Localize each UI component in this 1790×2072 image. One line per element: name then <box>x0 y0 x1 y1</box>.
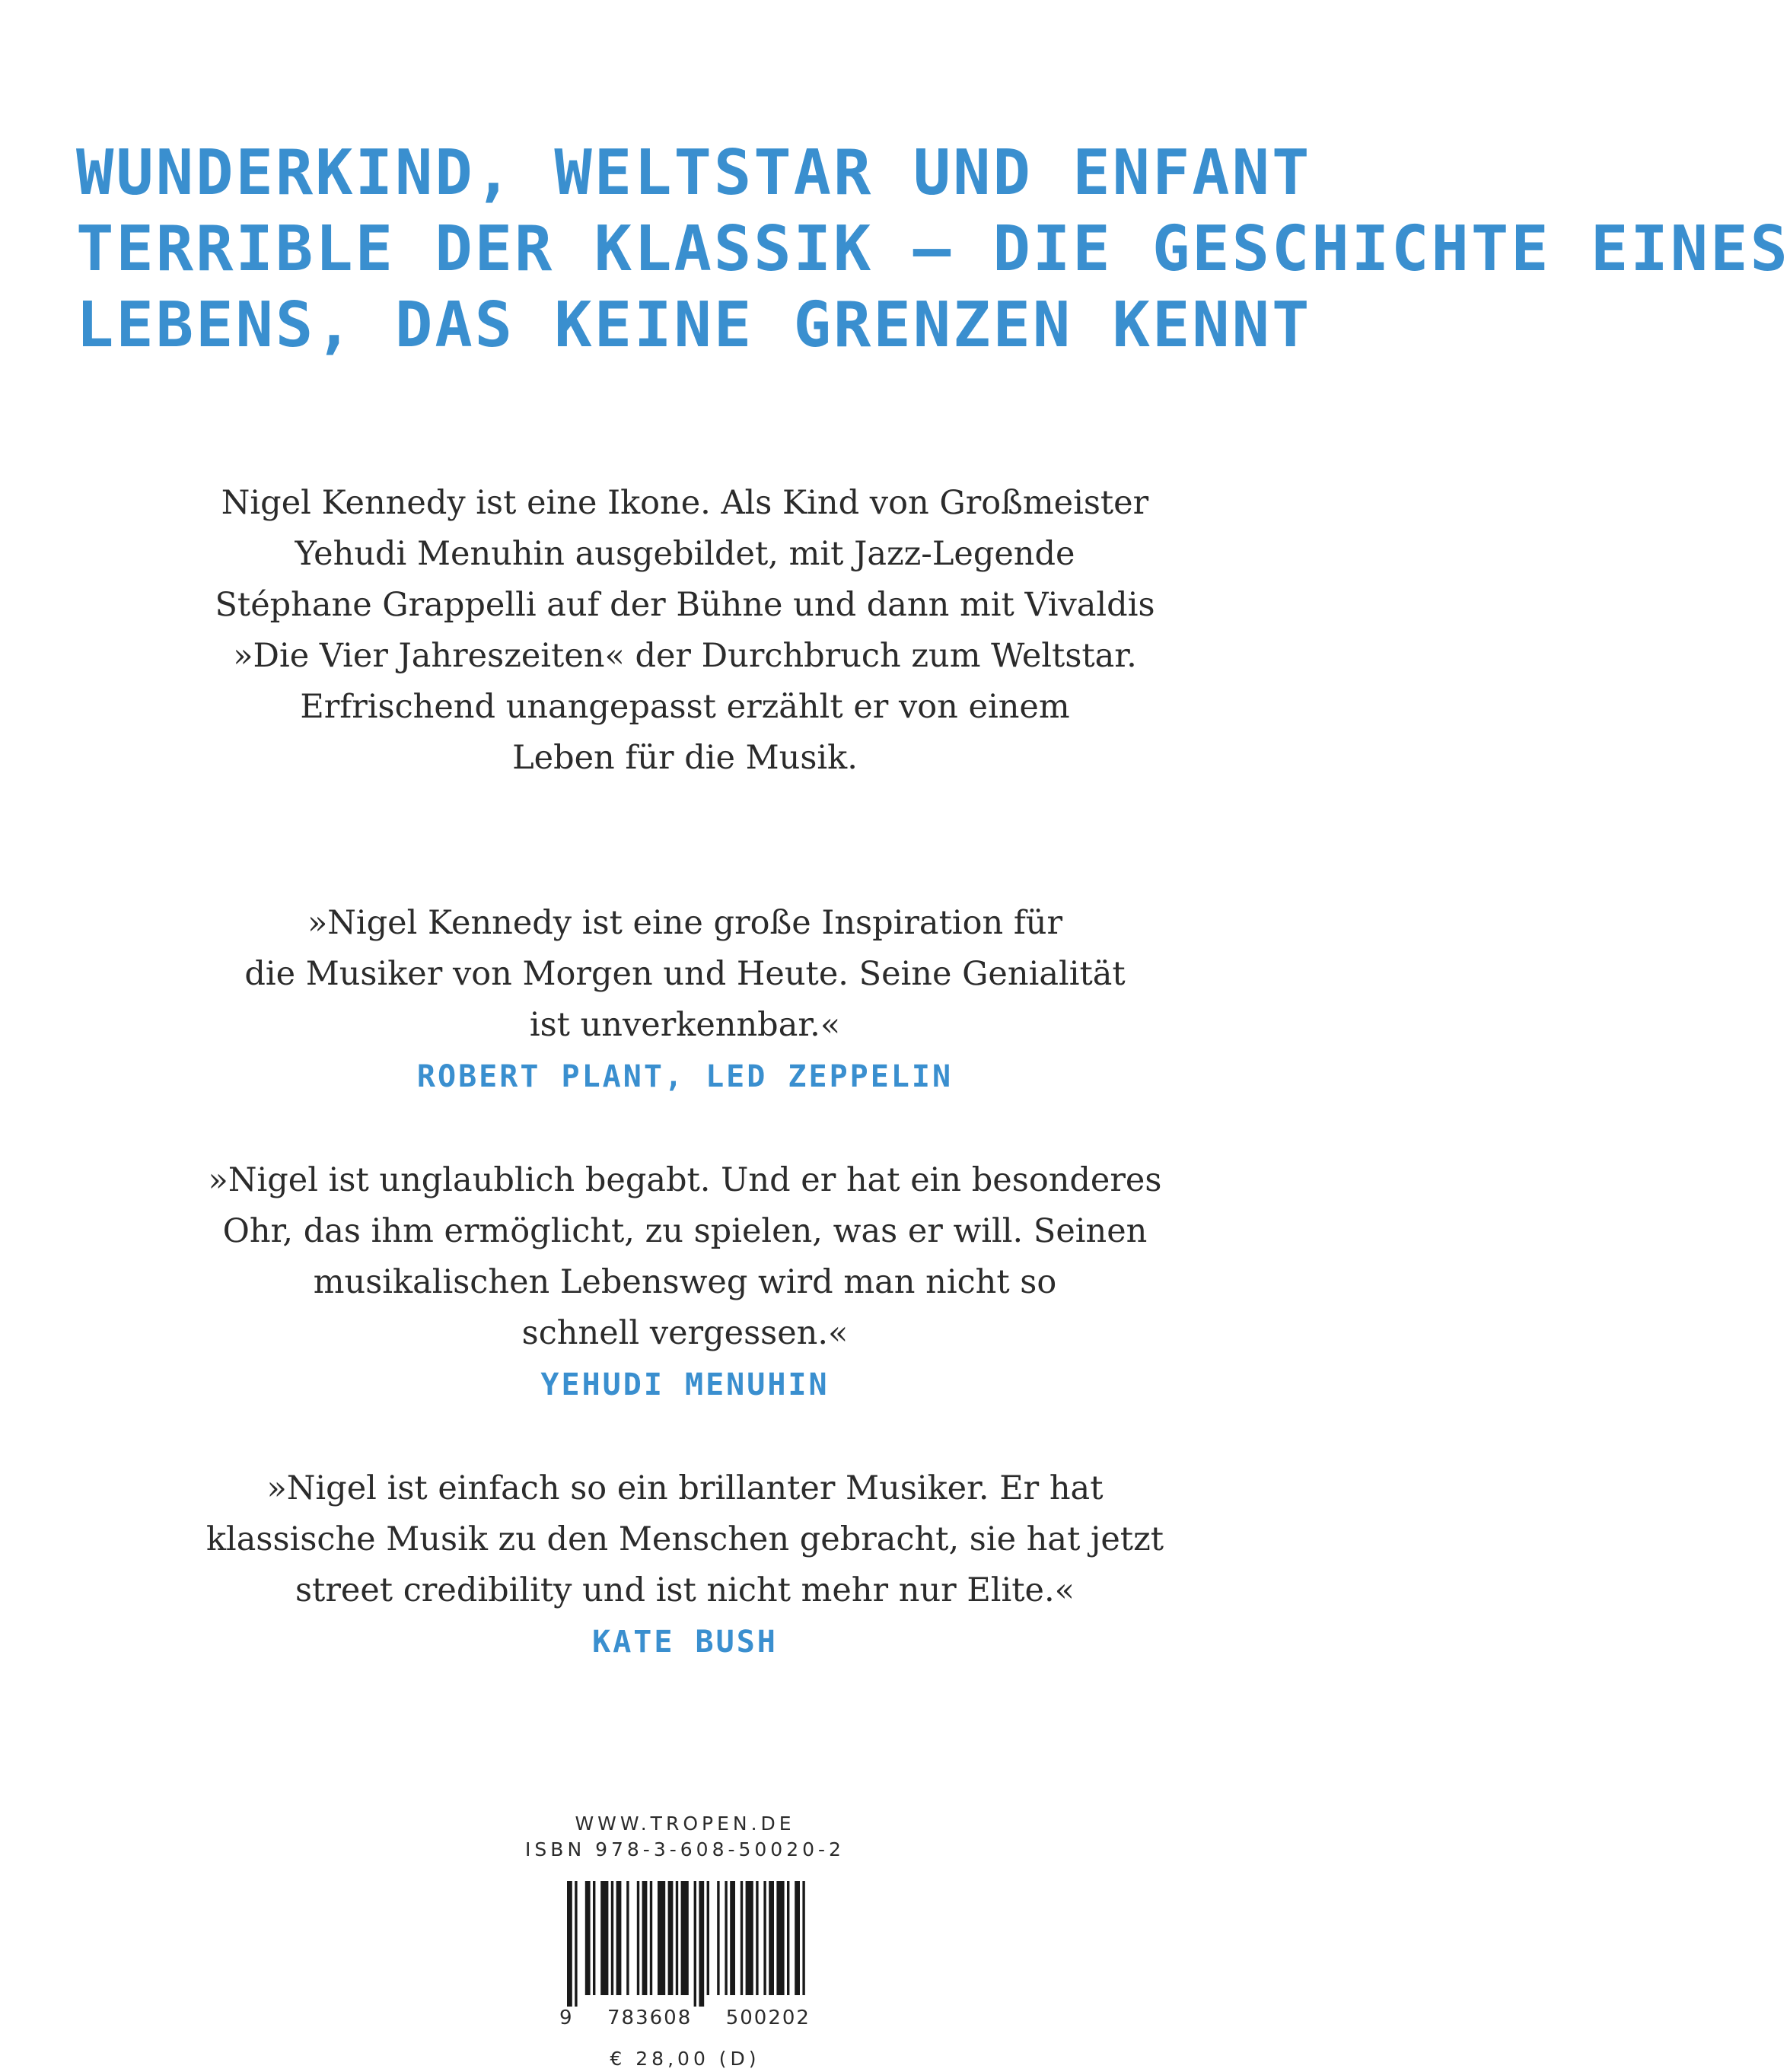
barcode-bar <box>575 1881 577 2007</box>
barcode-bar <box>676 1881 678 1995</box>
barcode-bar <box>567 1881 572 2007</box>
barcode-digits <box>559 2007 811 2029</box>
quote-line: »Nigel ist einfach so ein brillanter Musiker. Er hat <box>266 1469 1104 1507</box>
blurb-line: Yehudi Menuhin ausgebildet, mit Jazz-Legende <box>295 535 1075 573</box>
quote-kate-bush <box>114 1463 1256 1665</box>
price: € 28,00 (D) <box>610 2048 760 2070</box>
quote-line: klassische Musik zu den Menschen gebracht, sie hat jetzt <box>205 1520 1164 1558</box>
barcode-bar <box>681 1881 689 1995</box>
barcode-bar <box>637 1881 639 1995</box>
barcode-bar <box>650 1881 652 1995</box>
quote-line: die Musiker von Morgen und Heute. Seine Genialität <box>244 955 1126 993</box>
barcode-bar <box>730 1881 735 1995</box>
quote-line: schnell vergessen.« <box>521 1314 849 1352</box>
barcode-bar <box>585 1881 591 1995</box>
quote-robert-plant <box>114 898 1256 1100</box>
publisher-footer <box>457 1811 913 2072</box>
blurb-line: Nigel Kennedy ist eine Ikone. Als Kind von Großmeister <box>221 484 1149 522</box>
headline <box>76 135 1790 364</box>
blurb-line: Erfrischend unangepasst erzählt er von einem <box>300 688 1070 726</box>
barcode-bar <box>763 1881 766 1995</box>
barcode-bar <box>593 1881 595 1995</box>
barcode-bar <box>756 1881 758 1995</box>
quote-line: »Nigel Kennedy ist eine große Inspiration für <box>307 904 1063 942</box>
barcode-bar <box>741 1881 743 1995</box>
quote-line: street credibility und ist nicht mehr nur Elite.« <box>295 1571 1075 1609</box>
barcode-bar <box>787 1881 789 1995</box>
headline-line: WUNDERKIND, WELTSTAR UND ENFANT <box>76 137 1312 209</box>
barcode-bar <box>658 1881 665 1995</box>
quote-line: Ohr, das ihm ermöglicht, zu spielen, was er will. Seinen <box>222 1212 1148 1250</box>
barcode-bar <box>776 1881 784 1995</box>
barcode-digit-group: 9 <box>559 2007 574 2029</box>
barcode-bar <box>795 1881 800 1995</box>
blurb-line: Stéphane Grappelli auf der Bühne und dann mit Vivaldis <box>215 586 1155 624</box>
barcode-bar <box>699 1881 704 2007</box>
barcode-bar <box>694 1881 696 2007</box>
barcode-bar <box>717 1881 719 1995</box>
quote-author: YEHUDI MENUHIN <box>540 1367 830 1402</box>
isbn: ISBN 978-3-608-50020-2 <box>525 1838 845 1860</box>
quote-author: KATE BUSH <box>592 1625 778 1660</box>
quote-line: ist unverkennbar.« <box>529 1006 841 1044</box>
blurb <box>114 478 1256 784</box>
quote-author: ROBERT PLANT, LED ZEPPELIN <box>416 1059 954 1094</box>
barcode-digit-group: 783608 <box>607 2007 693 2029</box>
barcode-bar <box>802 1881 804 1995</box>
barcode-digit-group: 500202 <box>725 2007 811 2029</box>
barcode-bar <box>626 1881 629 1995</box>
quote-yehudi-menuhin <box>114 1155 1256 1408</box>
barcode-bar <box>769 1881 774 1995</box>
quote-line: »Nigel ist unglaublich begabt. Und er hat ein besonderes <box>208 1161 1162 1199</box>
headline-line: LEBENS, DAS KEINE GRENZEN KENNT <box>76 289 1312 361</box>
headline-line: TERRIBLE DER KLASSIK – DIE GESCHICHTE EINES <box>76 213 1790 285</box>
barcode-bar <box>642 1881 648 1995</box>
publisher-url: WWW.TROPEN.DE <box>575 1813 795 1835</box>
barcode-bar <box>707 1881 709 1995</box>
barcode-bar <box>725 1881 727 1995</box>
barcode-bars <box>559 1881 811 2007</box>
blurb-line: »Die Vier Jahreszeiten« der Durchbruch zum Weltstar. <box>233 637 1137 675</box>
barcode-icon <box>559 1881 811 2007</box>
barcode-bar <box>668 1881 674 1995</box>
barcode-bar <box>611 1881 613 1995</box>
barcode-bar <box>746 1881 753 1995</box>
blurb-line: Leben für die Musik. <box>512 739 858 777</box>
barcode-bar <box>616 1881 622 1995</box>
barcode-bar <box>600 1881 608 1995</box>
quote-line: musikalischen Lebensweg wird man nicht so <box>313 1263 1057 1301</box>
